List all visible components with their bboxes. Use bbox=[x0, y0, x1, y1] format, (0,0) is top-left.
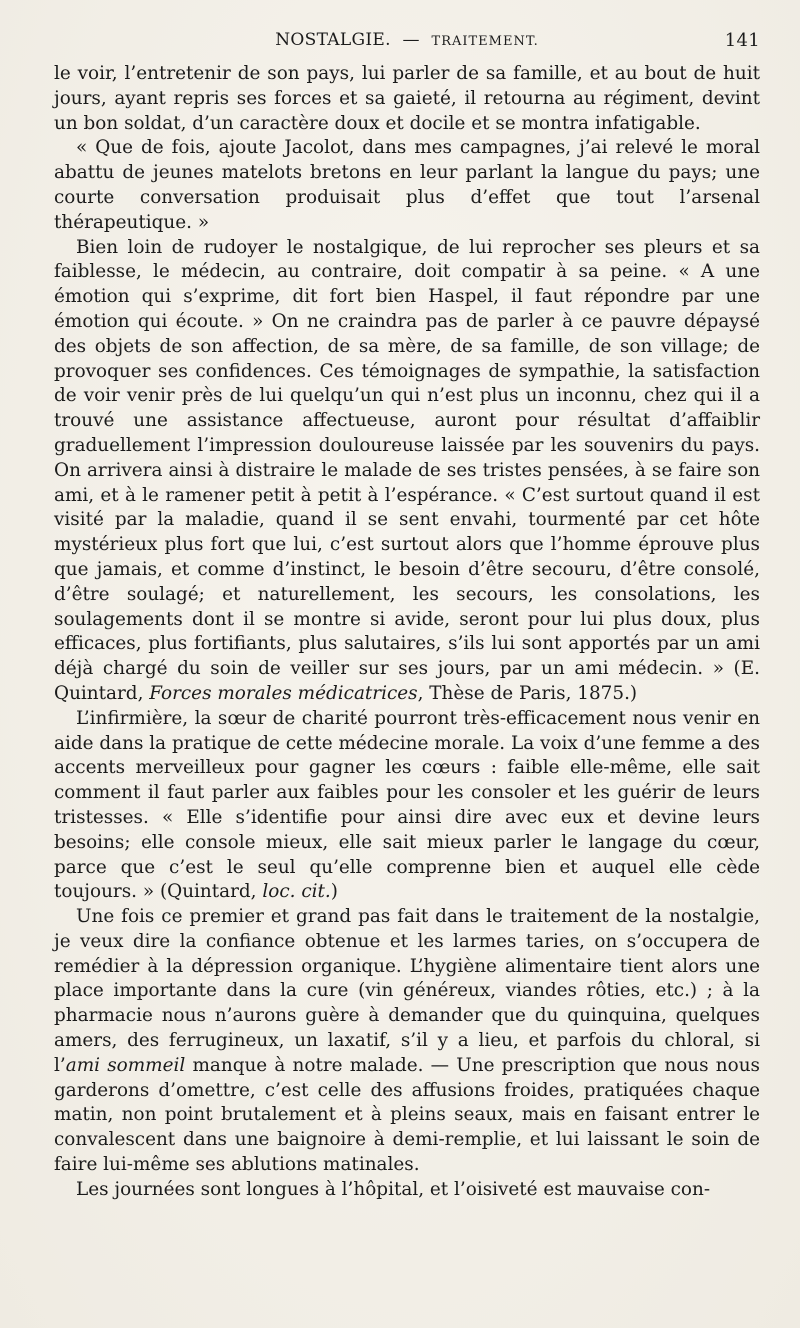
page-number: 141 bbox=[724, 30, 760, 51]
text-run: Les journées sont longues à l’hôpital, et l’oisiveté est mauvaise con- bbox=[76, 1178, 711, 1200]
paragraph bbox=[54, 136, 760, 235]
paragraph bbox=[54, 905, 760, 1178]
text-run: Une fois ce premier et grand pas fait dans le traitement de la nostalgie, je veux dire la confiance obtenue et les larmes taries, on s’occupera de remédier à la dépression organique. L’hygiène alimentaire tient alors une place importante dans la cure (vin généreux, viandes rôties, etc.) ; à la pharmacie nous n’aurons guère à demander que du quinquina, quelques amers, des ferrugineux, un laxatif, s’il y a lieu, et parfois du chloral, si l’ bbox=[54, 906, 760, 1076]
body-text bbox=[54, 62, 760, 1203]
text-run: « Que de fois, ajoute Jacolot, dans mes campagnes, j’ai relevé le moral abattu de jeunes matelots bretons en leur parlant la langue du pays; une courte conversation produisait plus d’effet que tout l’arsenal thérapeutique. » bbox=[54, 137, 760, 233]
header-text bbox=[275, 28, 539, 50]
text-run: manque à notre malade. — Une prescription que nous nous garderons d’omettre, c’est celle des affusions froides, pratiquées chaque matin, non point brutalement et à pleins seaux, mais en faisant entrer le convalescent dans une baignoire à demi-remplie, et lui laissant le soin de faire lui-même ses ablutions matinales. bbox=[54, 1054, 760, 1176]
header-title: NOSTALGIE. bbox=[275, 30, 391, 50]
paragraph bbox=[54, 1178, 760, 1203]
paragraph bbox=[54, 707, 760, 905]
header-subtitle: TRAITEMENT. bbox=[431, 34, 539, 49]
italic-text: Forces morales médicatrices bbox=[149, 682, 418, 704]
running-header bbox=[54, 28, 760, 62]
text-run: , Thèse de Paris, 1875.) bbox=[417, 682, 638, 704]
text-run: ) bbox=[330, 881, 338, 903]
paragraph bbox=[54, 236, 760, 707]
text-run: Bien loin de rudoyer le nostalgique, de lui reprocher ses pleurs et sa faiblesse, le médecin, au contraire, doit compatir à sa peine. « A une émotion qui s’exprime, dit fort bien Haspel, il faut répondre par une émotion qui écoute. » On ne craindra pas de parler à ce pauvre dépaysé des objets de son affection, de sa mère, de sa famille, de son village; de provoquer ses confidences. Ces témoignages de sympathie, la satisfaction de voir venir près de lui quelqu’un qui n’est plus un inconnu, chez qui il a trouvé une assistance affectueuse, auront pour résultat d’affaiblir graduellement l’impression douloureuse laissée par les souvenirs du pays. On arrivera ainsi à distraire le malade de ses tristes pensées, à se faire son ami, et à le ramener petit à petit à l’espérance. « C’est surtout quand il est visité par la maladie, quand il se sent envahi, tourmenté par cet hôte mystérieux plus fort que lui, c’est surtout alors que l’homme éprouve plus que jamais, et comme d’instinct, le besoin d’être secouru, d’être consolé, d’être soulagé; et naturellement, les secours, les consolations, les soulagements dont il se montre si avide, seront pour lui plus doux, plus efficaces, plus fortifiants, plus salutaires, s’ils lui sont apportés par un ami déjà chargé du soin de veiller sur ses jours, par un ami médecin. » (E. Quintard, bbox=[54, 236, 760, 704]
header-dash: — bbox=[402, 30, 420, 50]
italic-text: loc. cit. bbox=[262, 881, 331, 903]
italic-text: ami sommeil bbox=[65, 1054, 186, 1076]
text-run: L’infirmière, la sœur de charité pourront très-efficacement nous venir en aide dans la pratique de cette médecine morale. La voix d’une femme a des accents merveilleux pour gagner les cœurs : faible elle-même, elle sait comment il faut parler aux faibles pour les consoler et les guérir de leurs tristesses. « Elle s’identifie pour ainsi dire avec eux et devine leurs besoins; elle console mieux, elle sait mieux parler le langage du cœur, parce que c’est le seul qu’elle comprenne bien et auquel elle cède toujours. » (Quintard, bbox=[54, 707, 760, 903]
paragraph bbox=[54, 62, 760, 136]
text-run: le voir, l’entretenir de son pays, lui parler de sa famille, et au bout de huit jours, ayant repris ses forces et sa gaieté, il retourna au régiment, devint un bon soldat, d’un caractère doux et docile et se montra infatigable. bbox=[54, 63, 760, 134]
